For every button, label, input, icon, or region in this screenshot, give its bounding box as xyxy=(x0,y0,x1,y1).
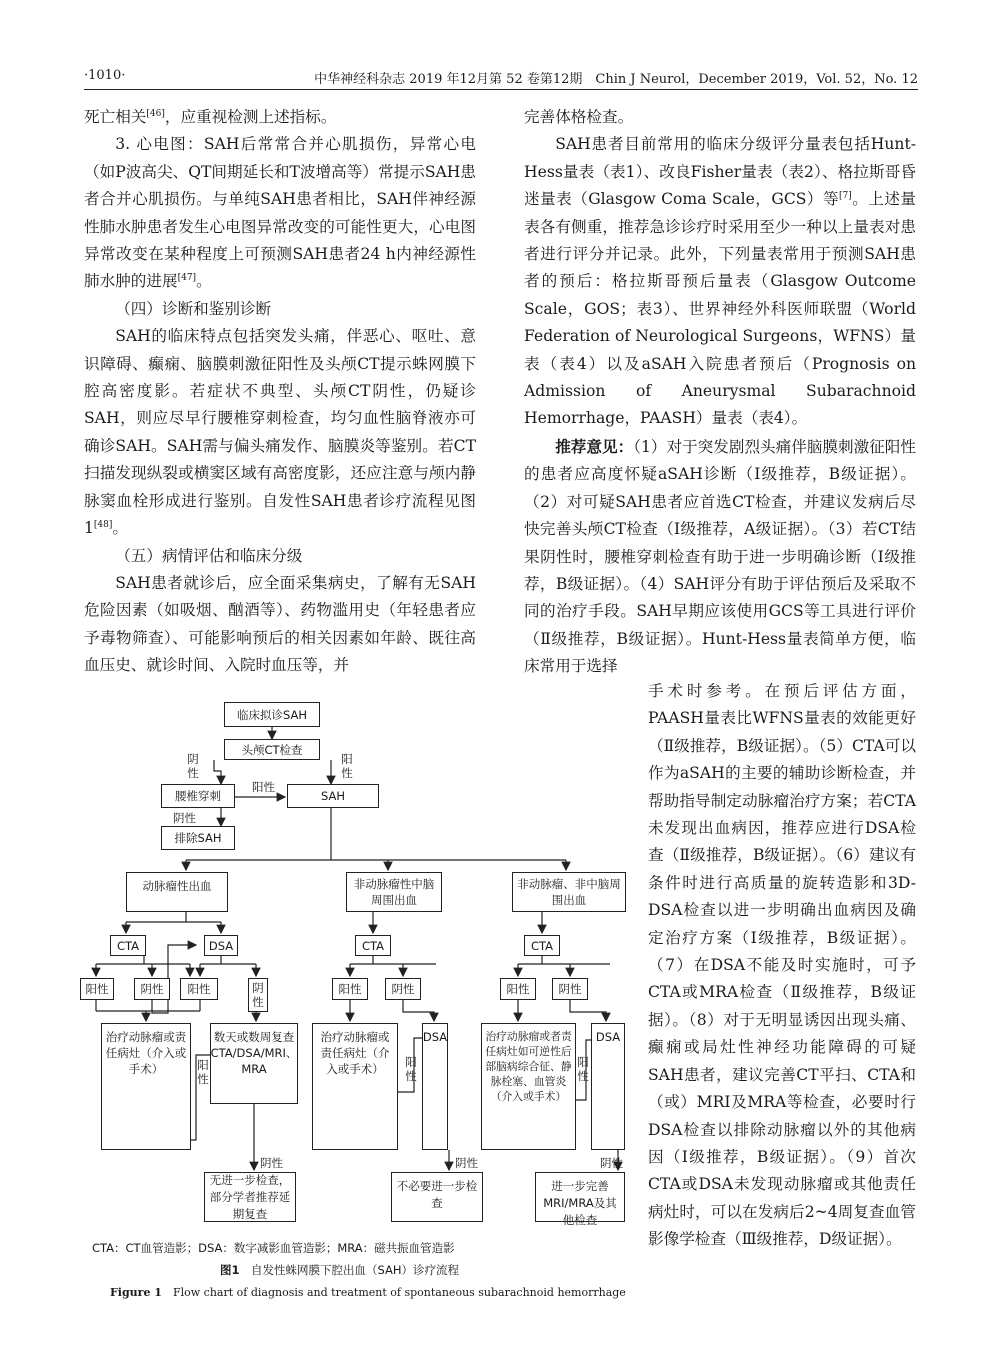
flow-label-negative: 阴性 xyxy=(455,1156,478,1170)
flow-negative-box: 阴性 xyxy=(385,978,421,1000)
flow-label-positive: 阳性 xyxy=(405,1055,417,1083)
paragraph-recommendations: 推荐意见：（1）对于突发剧烈头痛伴脑膜刺激征阳性的患者应高度怀疑aSAH诊断（Ⅰ级推荐，B级证据）。（2）对可疑SAH患者应首选CT检查，并建议发病后尽快完善头颅CT检查（Ⅰ级推荐，A级证据）。（3）若CT结果阴性时，腰椎穿刺检查有助于进一步明确诊断（Ⅰ级推荐，B级证据）。（4）SAH评分有助于评估预后及采取不同的治疗手段。SAH早期应该使用GCS等工具进行评价（Ⅱ级推荐，B级证据）。Hunt-Hess量表简单方便，临床常用于选择 xyxy=(524,436,916,676)
figure-caption-english: Figure 1 Flow chart of diagnosis and treatment of spontaneous subarachnoid hemorrhage xyxy=(110,1286,626,1299)
flow-sah-box: SAH xyxy=(287,784,379,808)
flow-further-box: 进一步完善MRI/MRA及其他检查 xyxy=(535,1172,625,1222)
right-column-continued xyxy=(648,678,916,1254)
figure-caption-chinese: 图1 自发性蛛网膜下腔出血（SAH）诊疗流程 xyxy=(220,1263,460,1277)
flow-label-positive: 阳性 xyxy=(577,1055,589,1083)
flow-lp-box: 腰椎穿刺 xyxy=(161,784,235,808)
flow-dsa-box: DSA xyxy=(204,935,238,956)
flow-label-negative: 阴性 xyxy=(600,1156,623,1170)
section-heading: （四）诊断和鉴别诊断 xyxy=(115,299,272,318)
journal-citation: 中华神经科杂志 2019 年12月第 52 卷第12期 Chin J Neurol，December 2019，Vol. 52，No. 12 xyxy=(314,72,918,87)
flow-cta-box: CTA xyxy=(355,935,391,956)
flow-label-negative: 阴性 xyxy=(260,1156,283,1170)
paragraph-ecg: 3. 心电图：SAH后常常合并心肌损伤，异常心电（如P波高尖、QT间期延长和T波增高等）常提示SAH患者合并心肌损伤。与单纯SAH患者相比，SAH伴神经源性肺水肿患者发生心电图异常改变的可能性更大，心电图异常改变在某种程度上可预测SAH患者24 h内神经源性肺水肿的进展[47]。 xyxy=(84,135,476,291)
flow-unnecessary-box: 不必要进一步检查 xyxy=(391,1172,483,1222)
flow-negative-box: 阴性 xyxy=(134,978,170,1000)
flow-cta-box: CTA xyxy=(524,935,560,956)
flow-negative-box: 阴性 xyxy=(552,978,588,1000)
flow-negative-box: 阴性 xyxy=(248,978,268,1012)
right-column xyxy=(524,104,916,681)
paragraph: 死亡相关[46]，应重视检测上述指标。 xyxy=(84,108,337,126)
flow-branch-other: 非动脉瘤、非中脑周围出血 xyxy=(512,872,626,912)
flow-branch-aneurysmal: 动脉瘤性出血 xyxy=(126,872,228,912)
flow-recheck-box: 数天或数周复查CTA/DSA/MRI、MRA xyxy=(210,1023,298,1104)
paragraph-assessment: SAH患者就诊后，应全面采集病史，了解有无SAH危险因素（如吸烟、酗酒等）、药物滥用史（年轻患者应予毒物筛查）、可能影响预后的相关因素如年龄、既往高血压史、就诊时间、入院时血压等，并 xyxy=(84,573,476,675)
paragraph-diagnosis: SAH的临床特点包括突发头痛，伴恶心、呕吐、意识障碍、癫痫、脑膜刺激征阳性及头颅CT提示蛛网膜下腔高密度影。若症状不典型、头颅CT阴性，仍疑诊SAH，则应尽早行腰椎穿刺检查，均匀血性脑脊液亦可确诊SAH。SAH需与偏头痛发作、脑膜炎等鉴别。若CT扫描发现纵裂或横窦区域有高密度影，还应注意与颅内静脉窦血栓形成进行鉴别。自发性SAH患者诊疗流程见图1[48]。 xyxy=(84,327,476,538)
flow-positive-box: 阳性 xyxy=(500,978,536,1000)
flow-treat-box: 治疗动脉瘤或责任病灶（介入或手术） xyxy=(312,1023,398,1150)
section-heading: （五）病情评估和临床分级 xyxy=(115,546,303,565)
flow-label-positive: 阳性 xyxy=(197,1058,209,1086)
flow-label-positive: 阳性 xyxy=(341,752,353,780)
flow-no-further-box: 无进一步检查，部分学者推荐延期复查 xyxy=(204,1172,296,1222)
flow-label-negative: 阴性 xyxy=(173,811,196,825)
paragraph-scales: SAH患者目前常用的临床分级评分量表包括Hunt-Hess量表（表1）、改良Fisher量表（表2）、格拉斯哥昏迷量表（Glasgow Coma Scale，GCS）等[7]。上述量表各有侧重，推荐急诊诊疗时采用至少一种以上量表对患者进行评分并记录。此外，下列量表常用于预测SAH患者的预后：格拉斯哥预后量表（Glasgow Outcome Scale，GOS；表3）、世界神经外科医师联盟（World Federation of Neurological Surgeons，WFNS）量表（表4）以及aSAH入院患者预后（Prognosis on Admission of Aneurysmal Subarachnoid Hemorrhage，PAASH）量表（表4）。 xyxy=(524,135,916,428)
page-number: ·1010· xyxy=(84,68,126,83)
flow-ct-box: 头颅CT检查 xyxy=(224,739,320,760)
flow-treat-box: 治疗动脉瘤或者责任病灶如可逆性后部脑病综合征、静脉栓塞、血管炎（介入或手术） xyxy=(481,1023,576,1150)
flow-label-positive: 阳性 xyxy=(252,780,275,794)
flow-positive-box: 阳性 xyxy=(80,978,114,1000)
figure-abbreviations: CTA：CT血管造影；DSA：数字减影血管造影；MRA：磁共振血管造影 xyxy=(92,1241,455,1255)
flow-branch-perimesencephalic: 非动脉瘤性中脑周围出血 xyxy=(346,872,442,912)
flow-start-box: 临床拟诊SAH xyxy=(224,702,320,727)
flow-treat-box: 治疗动脉瘤或责任病灶（介入或手术） xyxy=(101,1023,191,1150)
left-column xyxy=(84,104,476,680)
flow-positive-box: 阳性 xyxy=(332,978,368,1000)
flowchart-connectors xyxy=(76,700,626,1240)
flowchart xyxy=(76,700,626,1240)
flow-dsa-box: DSA xyxy=(591,1023,625,1150)
flow-label-negative: 阴性 xyxy=(187,752,199,780)
recommendation-label: 推荐意见： xyxy=(555,436,634,456)
paragraph: 手术时参考。在预后评估方面，PAASH量表比WFNS量表的效能更好（Ⅱ级推荐，B级证据）。（5）CTA可以作为aSAH的主要的辅助诊断检查，并帮助指导制定动脉瘤治疗方案；若CTA未发现出血病因，推荐应进行DSA检查（Ⅱ级推荐，B级证据）。（6）建议有条件时进行高质量的旋转造影和3D-DSA检查以进一步明确出血病因及确定治疗方案（Ⅰ级推荐，B级证据）。（7）在DSA不能及时实施时，可予CTA或MRA检查（Ⅱ级推荐，B级证据）。（8）对于无明显诱因出现头痛、癫痫或局灶性神经功能障碍的可疑SAH患者，建议完善CT平扫、CTA和（或）MRI及MRA等检查，必要时行DSA检查以排除动脉瘤以外的其他病因（Ⅰ级推荐，B级证据）。（9）首次CTA或DSA未发现动脉瘤或其他责任病灶时，可以在发病后2~4周复查血管影像学检查（Ⅲ级推荐，D级证据）。 xyxy=(648,682,916,1249)
flow-dsa-box: DSA xyxy=(422,1023,448,1150)
running-header xyxy=(84,64,918,90)
flow-positive-box: 阳性 xyxy=(180,978,218,1000)
paragraph: 完善体格检查。 xyxy=(524,108,634,126)
flow-exclude-box: 排除SAH xyxy=(161,826,235,850)
flow-cta-box: CTA xyxy=(110,935,146,956)
